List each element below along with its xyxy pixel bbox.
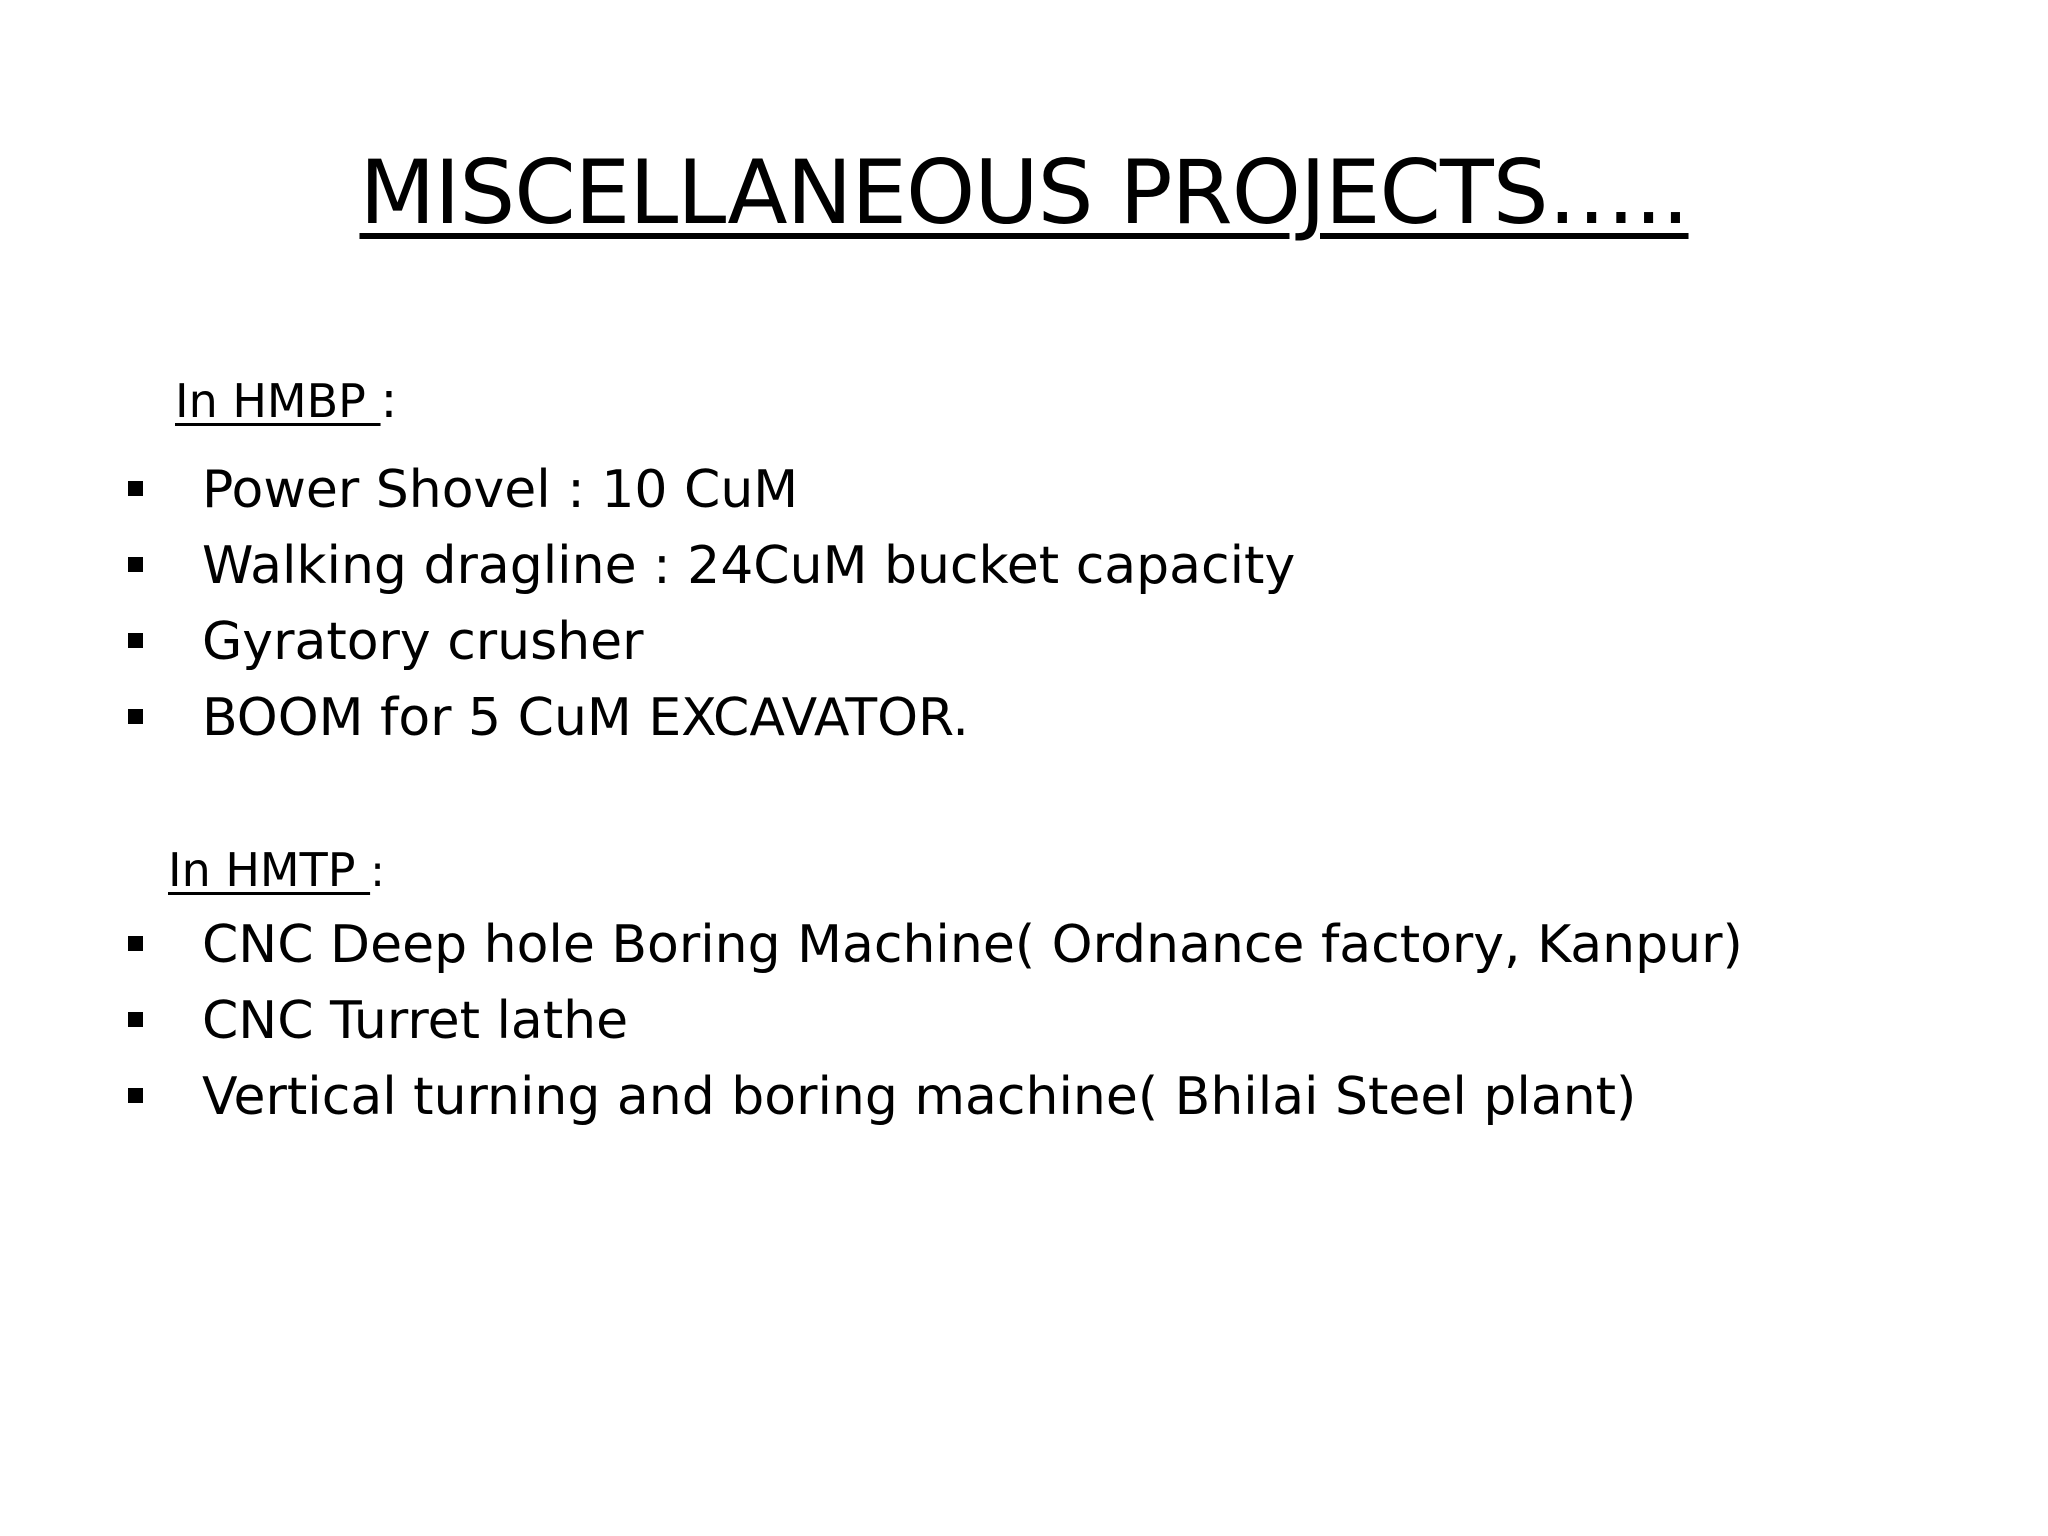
section-heading-hmtp xyxy=(168,840,385,902)
slide-title xyxy=(0,138,2048,248)
square-bullet-icon xyxy=(128,633,143,648)
square-bullet-icon xyxy=(128,936,143,951)
list-item-text: Power Shovel : 10 CuM xyxy=(202,460,799,520)
section-heading-hmbp xyxy=(175,370,397,431)
section-heading-hmtp-colon: : xyxy=(370,846,385,897)
section-heading-hmbp-colon: : xyxy=(380,371,398,429)
list-item-text: Vertical turning and boring machine( Bhilai Steel plant) xyxy=(202,1067,1637,1127)
square-bullet-icon xyxy=(128,1012,143,1027)
list-item-text: CNC Turret lathe xyxy=(202,991,629,1051)
square-bullet-icon xyxy=(128,557,143,572)
section-heading-hmbp-label: In HMBP xyxy=(175,374,381,428)
square-bullet-icon xyxy=(128,1088,143,1103)
list-item-text: BOOM for 5 CuM EXCAVATOR. xyxy=(202,688,969,748)
square-bullet-icon xyxy=(128,709,143,724)
square-bullet-icon xyxy=(128,481,143,496)
list-item-text: CNC Deep hole Boring Machine( Ordnance factory, Kanpur) xyxy=(202,915,1743,975)
list-item-text: Walking dragline : 24CuM bucket capacity xyxy=(202,536,1296,596)
slide-title-text: MISCELLANEOUS PROJECTS….. xyxy=(359,141,1689,244)
section-heading-hmtp-label: In HMTP xyxy=(168,843,371,897)
list-item-text: Gyratory crusher xyxy=(202,612,644,672)
